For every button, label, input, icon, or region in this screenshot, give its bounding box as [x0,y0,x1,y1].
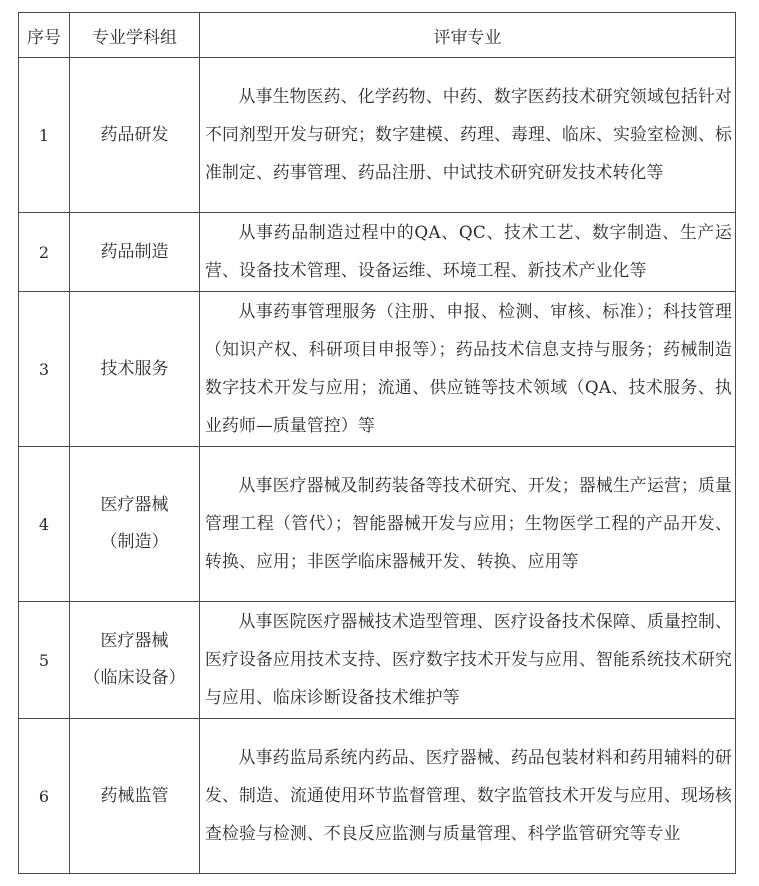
row-description: 从事药事管理服务（注册、申报、检测、审核、标准）；科技管理（知识产权、科研项目申报等）；药品技术信息支持与服务；药械制造数字技术开发与应用；流通、供应链等技术领域（QA、技术服务、执业药师—质量管控）等 [200,292,736,447]
row-index: 4 [19,447,70,602]
row-group-line: （制造） [100,532,169,552]
table-row [19,447,736,602]
row-group [70,719,200,874]
row-group [70,58,200,213]
row-group [70,602,200,719]
table-header-row [19,13,736,58]
row-index: 3 [19,292,70,447]
row-index: 6 [19,719,70,874]
row-group [70,213,200,292]
table-row [19,292,736,447]
header-group: 专业学科组 [70,13,200,58]
row-index: 1 [19,58,70,213]
row-index: 2 [19,213,70,292]
table-row [19,213,736,292]
row-group [70,292,200,447]
row-description: 从事药监局系统内药品、医疗器械、药品包装材料和药用辅料的研发、制造、流通使用环节监督管理、数字监管技术开发与应用、现场核查检验与检测、不良反应监测与质量管理、科学监管研究等专业 [200,719,736,874]
row-group-line: 药品研发 [100,124,169,145]
row-index: 5 [19,602,70,719]
header-index: 序号 [19,13,70,58]
table-row [19,58,736,213]
row-group-line: 药品制造 [100,241,169,262]
row-description: 从事医疗器械及制药装备等技术研究、开发；器械生产运营；质量管理工程（管代）；智能器械开发与应用；生物医学工程的产品开发、转换、应用；非医学临床器械开发、转换、应用等 [200,447,736,602]
row-description: 从事药品制造过程中的QA、QC、技术工艺、数字制造、生产运营、设备技术管理、设备运维、环境工程、新技术产业化等 [200,213,736,292]
row-description: 从事医院医疗器械技术造型管理、医疗设备技术保障、质量控制、医疗设备应用技术支持、医疗数字技术开发与应用、智能系统技术研究与应用、临床诊断设备技术维护等 [200,602,736,719]
row-group-line: 技术服务 [100,358,169,379]
row-group-line: （临床设备） [83,668,186,688]
row-group-line: 医疗器械 [100,631,169,651]
header-specialty: 评审专业 [200,13,736,58]
specialty-table [18,12,736,874]
row-group [70,447,200,602]
table-row [19,602,736,719]
row-group-line: 药械监管 [100,785,169,806]
row-description: 从事生物医药、化学药物、中药、数字医药技术研究领域包括针对不同剂型开发与研究；数字建模、药理、毒理、临床、实验室检测、标准制定、药事管理、药品注册、中试技术研究研发技术转化等 [200,58,736,213]
table-row [19,719,736,874]
row-group-line: 医疗器械 [100,495,169,515]
